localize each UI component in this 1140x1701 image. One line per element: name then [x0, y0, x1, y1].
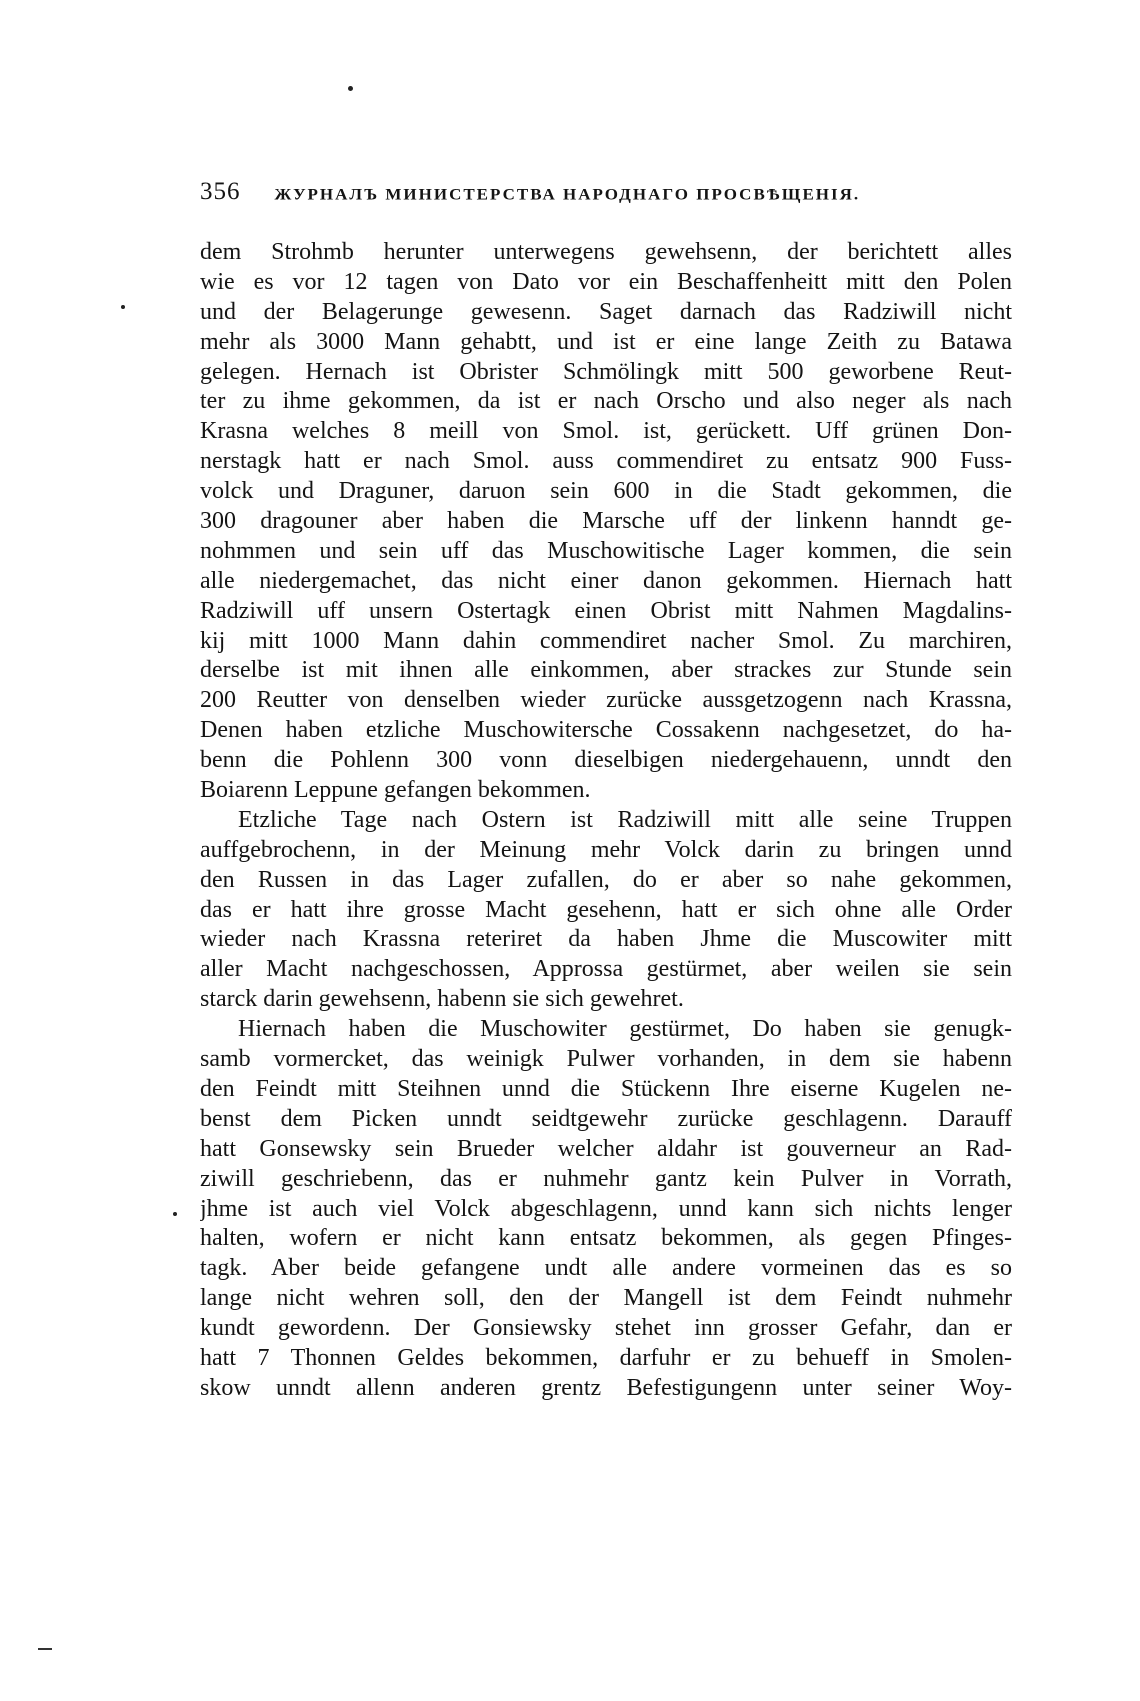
text-line: 200 Reutter von denselben wieder zurücke aussgetzogenn nach Krassna, — [200, 687, 1012, 714]
text-line: das er hatt ihre grosse Macht gesehenn, hatt er sich ohne alle Order — [200, 896, 1012, 923]
text-line: gelegen. Hernach ist Obrister Schmölingk mitt 500 geworbene Reut- — [200, 358, 1012, 385]
text-line: den Russen in das Lager zufallen, do er aber so nahe gekommen, — [200, 866, 1012, 893]
text-line: ziwill geschriebenn, das er nuhmehr gantz kein Pulver in Vorrath, — [200, 1165, 1012, 1192]
text-line: hatt 7 Thonnen Geldes bekommen, darfuhr er zu behueff in Smolen- — [200, 1344, 1012, 1371]
page-number: 356 — [200, 178, 241, 205]
text-line: dem Strohmb herunter unterwegens gewehsenn, der berichtett alles — [200, 239, 1012, 265]
text-line: aller Macht nachgeschossen, Approssa gestürmet, aber weilen sie sein — [200, 956, 1012, 983]
text-line: volck und Draguner, daruon sein 600 in die Stadt gekommen, die — [200, 478, 1012, 505]
text-line: tagk. Aber beide gefangene undt alle andere vormeinen das es so — [200, 1255, 1012, 1282]
text-line: derselbe ist mit ihnen alle einkommen, aber strackes zur Stunde sein — [200, 657, 1012, 684]
text-line: wie es vor 12 tagen von Dato vor ein Beschaffenheitt mitt den Polen — [200, 268, 1012, 295]
text-line: den Feindt mitt Steihnen unnd die Stückenn Ihre eiserne Kugelen ne- — [200, 1075, 1012, 1102]
text-line: Denen haben etzliche Muschowitersche Cossakenn nachgesetzet, do ha- — [200, 717, 1012, 744]
text-line: Boiarenn Leppune gefangen bekommen. — [200, 777, 591, 804]
text-line: kij mitt 1000 Mann dahin commendiret nacher Smol. Zu marchiren, — [200, 627, 1012, 654]
text-line: skow unndt allenn anderen grentz Befestigungenn unter seiner Woy- — [200, 1374, 1012, 1401]
text-line: ter zu ihme gekommen, da ist er nach Orscho und also neger als nach — [200, 388, 1012, 415]
text-line: samb vormercket, das weinigk Pulwer vorhanden, in dem sie habenn — [200, 1046, 1012, 1073]
text-line: Etzliche Tage nach Ostern ist Radziwill mitt alle seine Truppen — [238, 806, 1012, 833]
text-line: halten, wofern er nicht kann entsatz bekommen, als gegen Pfinges- — [200, 1225, 1012, 1252]
text-line: wieder nach Krassna reteriret da haben Jhme die Muscowiter mitt — [200, 926, 1012, 953]
text-line: Hiernach haben die Muschowiter gestürmet, Do haben sie genugk- — [238, 1016, 1012, 1043]
text-line: benst dem Picken unndt seidtgewehr zurücke geschlagenn. Darauff — [200, 1105, 1012, 1132]
margin-mark — [38, 1648, 52, 1650]
text-line: benn die Pohlenn 300 vonn dieselbigen niedergehauenn, unndt den — [200, 747, 1012, 774]
text-line: hatt Gonsewsky sein Brueder welcher aldahr ist gouverneur an Rad- — [200, 1135, 1012, 1162]
text-line: und der Belagerunge gewesenn. Saget darnach das Radziwill nicht — [200, 298, 1012, 325]
text-line: jhme ist auch viel Volck abgeschlagenn, unnd kann sich nichts lenger — [200, 1195, 1012, 1222]
text-line: nerstagk hatt er nach Smol. auss commendiret zu entsatz 900 Fuss- — [200, 448, 1012, 475]
text-line: kundt gewordenn. Der Gonsiewsky stehet inn grosser Gefahr, dan er — [200, 1315, 1012, 1342]
journal-title: ЖУРНАЛЪ МИНИСТЕРСТВА НАРОДНАГО ПРОСВѢЩЕНІЯ. — [274, 186, 861, 204]
ink-speck — [348, 86, 353, 91]
text-line: mehr als 3000 Mann gehabtt, und ist er eine lange Zeith zu Batawa — [200, 328, 1012, 355]
ink-speck — [173, 1212, 177, 1216]
text-line: Krasna welches 8 meill von Smol. ist, gerückett. Uff grünen Don- — [200, 418, 1012, 445]
text-line: Radziwill uff unsern Ostertagk einen Obrist mitt Nahmen Magdalins- — [200, 597, 1012, 624]
body-text — [200, 238, 1012, 1404]
text-line: auffgebrochenn, in der Meinung mehr Volck darin zu bringen unnd — [200, 836, 1012, 863]
ink-speck — [121, 305, 125, 309]
text-line: alle niedergemachet, das nicht einer danon gekommen. Hiernach hatt — [200, 567, 1012, 594]
text-line: 300 dragouner aber haben die Marsche uff der linkenn hanndt ge- — [200, 508, 1012, 535]
text-line: nohmmen und sein uff das Muschowitische Lager kommen, die sein — [200, 537, 1012, 564]
text-line: lange nicht wehren soll, den der Mangell ist dem Feindt nuhmehr — [200, 1285, 1012, 1312]
running-head — [200, 178, 1020, 214]
text-line: starck darin gewehsenn, habenn sie sich gewehret. — [200, 986, 684, 1013]
